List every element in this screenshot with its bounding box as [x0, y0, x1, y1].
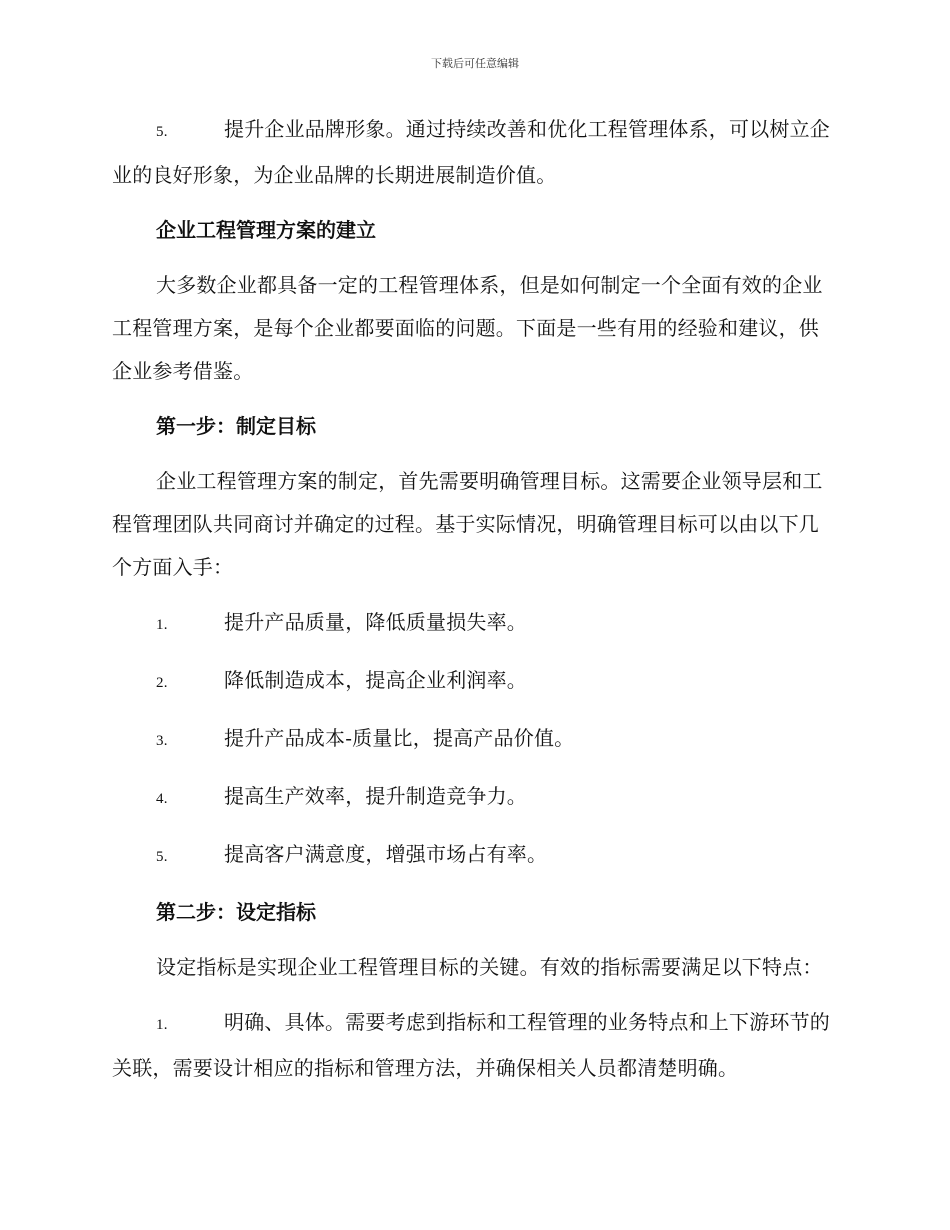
document-body [112, 108, 832, 1102]
list-item-goal-4 [112, 775, 832, 821]
list-item-goal-2 [112, 659, 832, 705]
list-number: 5. [156, 849, 168, 865]
list-number: 2. [156, 675, 168, 691]
list-item-text: 提升产品成本-质量比，提高产品价值。 [224, 726, 575, 750]
paragraph-indicators-intro: 设定指标是实现企业工程管理目标的关键。有效的指标需要满足以下特点： [156, 955, 823, 979]
list-number: 3. [156, 733, 168, 749]
list-item-goal-3 [112, 717, 832, 763]
list-item-indicator-1 [112, 1001, 832, 1090]
list-item-goal-1 [112, 601, 832, 647]
section-heading-plan-setup: 企业工程管理方案的建立 [156, 218, 376, 242]
list-item-text: 提升企业品牌形象。通过持续改善和优化工程管理体系，可以树立企业的良好形象，为企业品牌的长期进展制造价值。 [112, 117, 830, 187]
list-number: 1. [156, 1017, 168, 1033]
list-item-text: 明确、具体。需要考虑到指标和工程管理的业务特点和上下游环节的关联，需要设计相应的指标和管理方法，并确保相关人员都清楚明确。 [112, 1010, 830, 1080]
list-number: 5. [156, 124, 168, 140]
section-heading-step-one: 第一步：制定目标 [156, 414, 316, 438]
list-item-text: 提高生产效率，提升制造竞争力。 [224, 784, 527, 808]
list-number: 1. [156, 617, 168, 633]
page-header: 下载后可任意编辑 [431, 57, 519, 70]
section-heading-step-two: 第二步：设定指标 [156, 900, 316, 924]
list-item-goal-5 [112, 833, 832, 879]
list-item-text: 提高客户满意度，增强市场占有率。 [224, 842, 548, 866]
list-item-brand-image [112, 108, 832, 197]
list-item-text: 提升产品质量，降低质量损失率。 [224, 610, 527, 634]
paragraph-goals-intro: 企业工程管理方案的制定，首先需要明确管理目标。这需要企业领导层和工程管理团队共同商讨并确定的过程。基于实际情况，明确管理目标可以由以下几个方面入手： [112, 469, 823, 579]
list-item-text: 降低制造成本，提高企业利润率。 [224, 668, 527, 692]
paragraph-intro: 大多数企业都具备一定的工程管理体系，但是如何制定一个全面有效的企业工程管理方案，是每个企业都要面临的问题。下面是一些有用的经验和建议，供企业参考借鉴。 [112, 273, 823, 383]
list-number: 4. [156, 791, 168, 807]
